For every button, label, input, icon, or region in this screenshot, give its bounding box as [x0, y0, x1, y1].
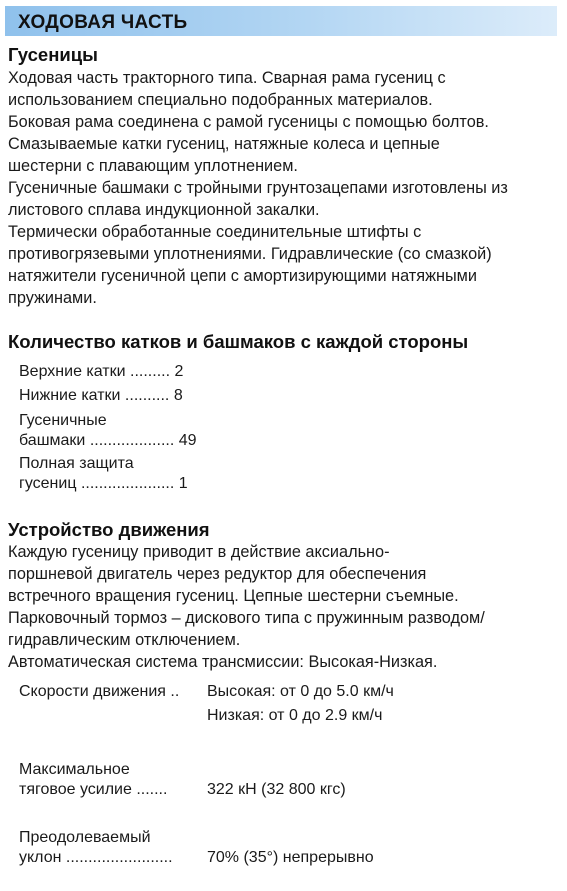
spec-line: Полная защита	[19, 455, 134, 472]
text-line: Гусеничные башмаки с тройными грунтозацепами изготовлены из	[8, 179, 508, 197]
section-header-bar	[5, 6, 557, 36]
text-line: гидравлическим отключением.	[8, 631, 241, 649]
rollers-item-upper	[19, 362, 183, 382]
text-line: шестерни с плавающим уплотнением.	[8, 157, 298, 175]
text-line: Ходовая часть тракторного типа. Сварная рама гусениц с	[8, 69, 446, 87]
text-line: Парковочный тормоз – дискового типа с пружинным разводом/	[8, 609, 485, 627]
gradeability-label	[19, 828, 173, 868]
drive-paragraph	[8, 541, 485, 673]
spec-line: Верхние катки ......... 2	[19, 363, 184, 380]
rollers-item-lower	[19, 386, 183, 406]
speed-low: Низкая: от 0 до 2.9 км/ч	[207, 707, 383, 724]
section-title: ХОДОВАЯ ЧАСТЬ	[18, 12, 188, 33]
gradeability-value: 70% (35°) непрерывно	[207, 849, 374, 866]
text-line: Автоматическая система трансмиссии: Высокая-Низкая.	[8, 653, 438, 671]
spec-line: гусениц ..................... 1	[19, 475, 188, 492]
speed-value	[207, 682, 394, 726]
drive-heading: Устройство движения	[8, 519, 210, 540]
speed-label: Скорости движения ..	[19, 683, 180, 700]
traction-label	[19, 760, 167, 800]
spec-line: уклон ........................	[19, 849, 173, 866]
rollers-heading: Количество катков и башмаков с каждой стороны	[8, 331, 469, 352]
text-line: встречного вращения гусениц. Цепные шестерни съемные.	[8, 587, 459, 605]
spec-line: Максимальное	[19, 761, 130, 778]
tracks-paragraph	[8, 67, 508, 309]
text-line: противогрязевыми уплотнениями. Гидравлические (со смазкой)	[8, 245, 492, 263]
spec-line: Нижние катки .......... 8	[19, 387, 183, 404]
traction-value: 322 кН (32 800 кгс)	[207, 781, 346, 798]
tracks-heading: Гусеницы	[8, 44, 98, 65]
text-line: использованием специально подобранных материалов.	[8, 91, 433, 109]
text-line: Термически обработанные соединительные штифты с	[8, 223, 422, 241]
text-line: листового сплава индукционной закалки.	[8, 201, 320, 219]
spec-line: тяговое усилие .......	[19, 781, 168, 798]
text-line: пружинами.	[8, 289, 97, 307]
text-line: Боковая рама соединена с рамой гусеницы с помощью болтов.	[8, 113, 489, 131]
text-line: Смазываемые катки гусениц, натяжные колеса и цепные	[8, 135, 440, 153]
spec-line: Гусеничные	[19, 412, 107, 429]
rollers-item-guard	[19, 454, 188, 494]
text-line: натяжители гусеничной цепи с амортизирующими натяжными	[8, 267, 477, 285]
spec-line: башмаки ................... 49	[19, 432, 197, 449]
spec-line: Преодолеваемый	[19, 829, 151, 846]
text-line: поршневой двигатель через редуктор для обеспечения	[8, 565, 427, 583]
speed-high: Высокая: от 0 до 5.0 км/ч	[207, 683, 394, 700]
text-line: Каждую гусеницу приводит в действие аксиально-	[8, 543, 390, 561]
rollers-item-shoes	[19, 411, 197, 451]
